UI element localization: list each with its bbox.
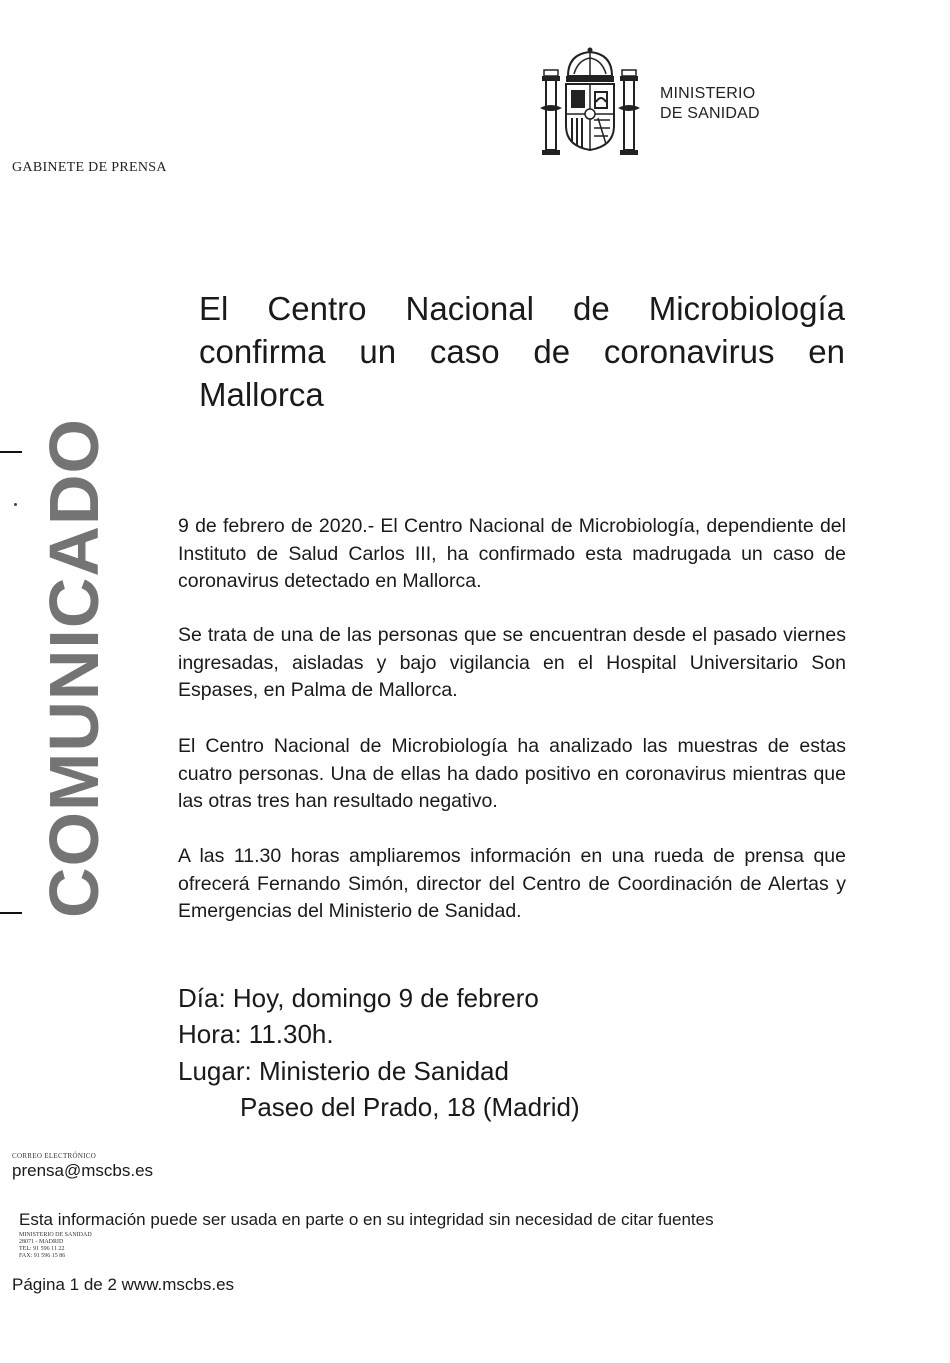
address-line: FAX: 91 596 15 86: [19, 1253, 66, 1259]
ministry-name-line2: DE SANIDAD: [660, 105, 760, 122]
event-place: Lugar: Ministerio de Sanidad: [178, 1056, 509, 1086]
department-label: GABINETE DE PRENSA: [12, 160, 167, 175]
address-line: TEL: 91 596 11 22: [19, 1246, 65, 1252]
usage-disclaimer: Esta información puede ser usada en parte o en su integridad sin necesidad de citar fuentes: [19, 1210, 714, 1229]
margin-mark-bottom: [0, 912, 22, 914]
coat-of-arms-icon: [538, 46, 642, 158]
address-line: MINISTERIO DE SANIDAD: [19, 1232, 92, 1238]
event-day: Día: Hoy, domingo 9 de febrero: [178, 983, 539, 1013]
margin-mark-top: [0, 451, 22, 453]
comunicado-side-label: COMUNICADO: [35, 418, 113, 918]
page-number-and-website: Página 1 de 2 www.mscbs.es: [12, 1275, 235, 1294]
address-line: 28071 - MADRID: [19, 1239, 64, 1245]
event-time: Hora: 11.30h.: [178, 1019, 334, 1049]
press-release-title: El Centro Nacional de Microbiología confirma un caso de coronavirus en Mallorca: [199, 290, 845, 413]
margin-dot: [14, 503, 17, 506]
paragraph-1: 9 de febrero de 2020.- El Centro Nacional de Microbiología, dependiente del Instituto de Salud Carlos III, ha confirmado esta madrugada un caso de coronavirus detectado en Mallorca.: [178, 515, 846, 592]
press-email-link[interactable]: prensa@mscbs.es: [12, 1161, 154, 1180]
paragraph-3: El Centro Nacional de Microbiología ha analizado las muestras de estas cuatro personas. Una de ellas ha dado positivo en coronavirus mientras que las otras tres han resultado negativo.: [178, 735, 846, 812]
paragraph-2: Se trata de una de las personas que se encuentran desde el pasado viernes ingresadas, aisladas y bajo vigilancia en el Hospital Universitario Son Espases, en Palma de Mallorca.: [178, 624, 846, 701]
email-label: CORREO ELECTRÓNICO: [12, 1152, 97, 1160]
paragraph-4: A las 11.30 horas ampliaremos información en una rueda de prensa que ofrecerá Fernando Simón, director del Centro de Coordinación de Alertas y Emergencias del Ministerio de Sanidad.: [178, 845, 846, 922]
ministry-name-line1: MINISTERIO: [660, 85, 756, 102]
event-address: Paseo del Prado, 18 (Madrid): [240, 1092, 580, 1122]
